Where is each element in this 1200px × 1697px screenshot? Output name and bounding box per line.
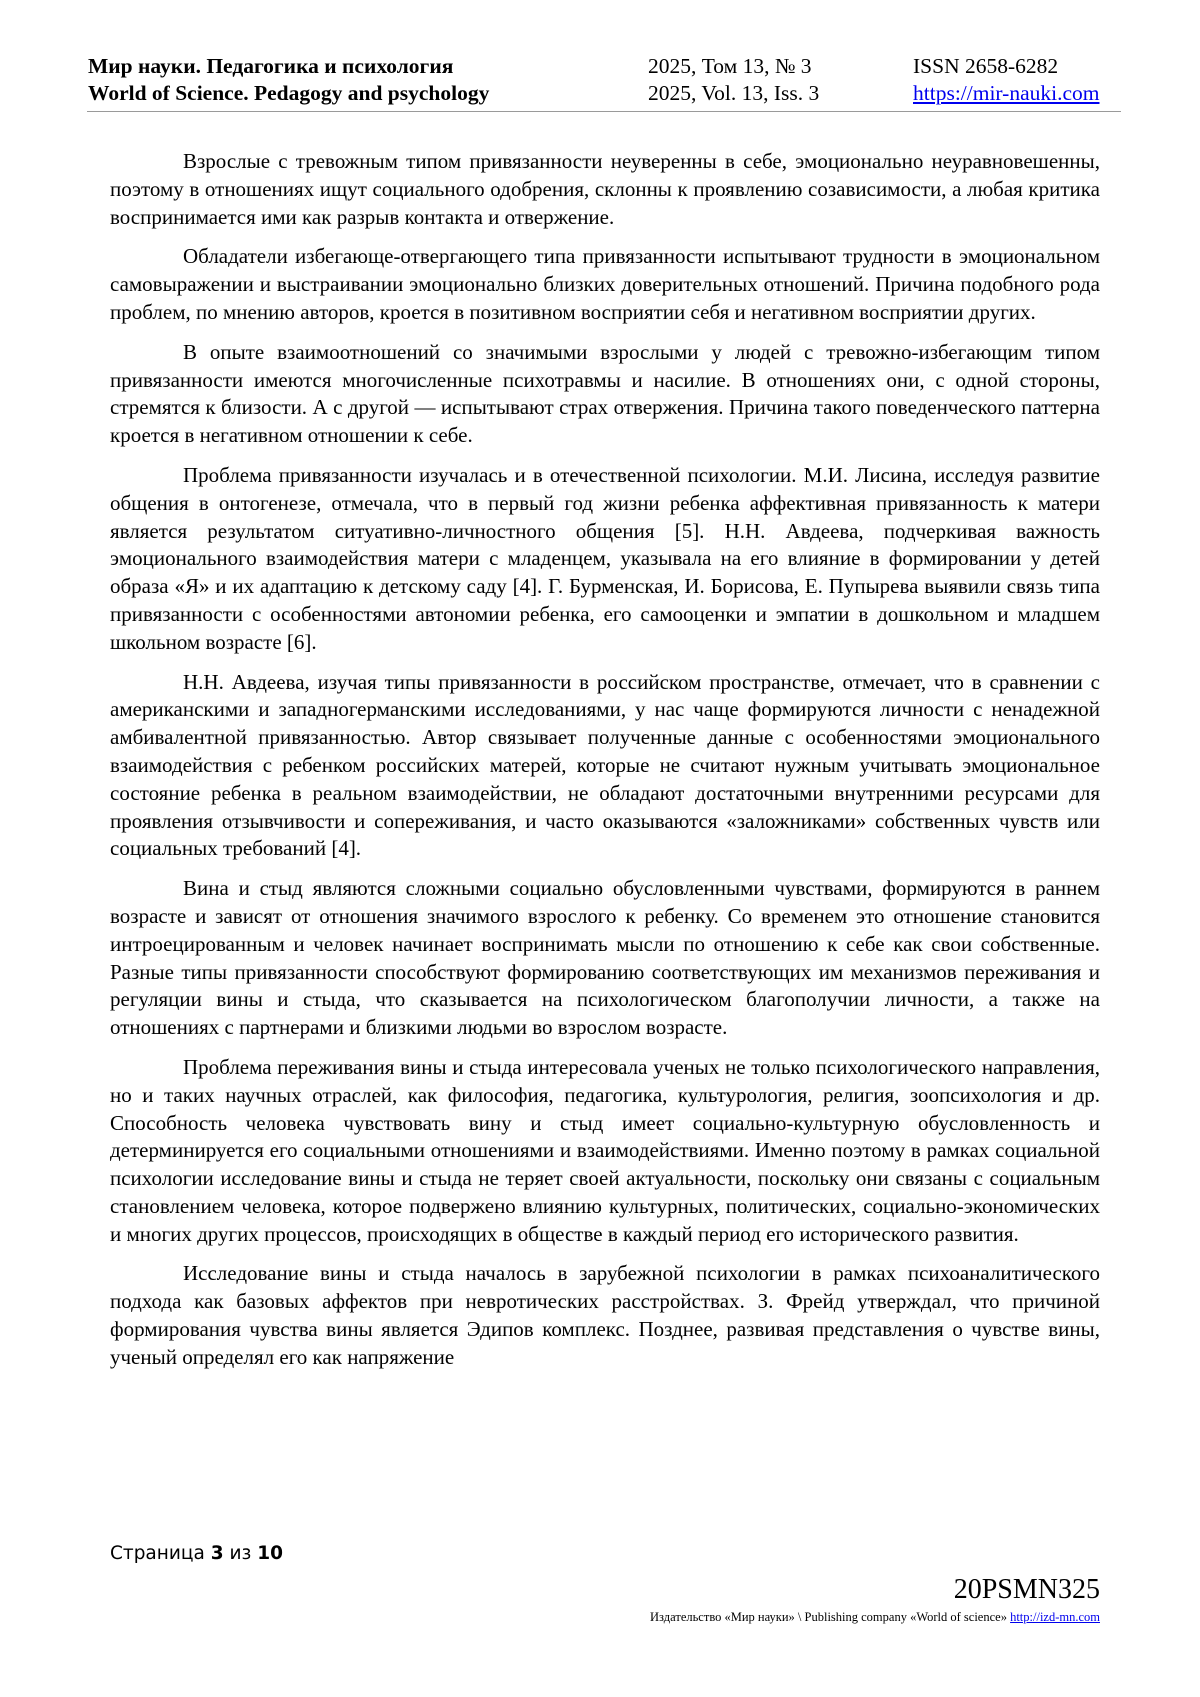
header-row-russian bbox=[88, 53, 1120, 80]
paragraph: Взрослые с тревожным типом привязанности неуверенны в себе, эмоционально неуравновешенны, поэтому в отношениях ищут социального одобрения, склонны к проявлению созависимости, а любая критика воспринимается ими как разрыв контакта и отвержение. bbox=[110, 149, 1100, 229]
article-code: 20PSMN325 bbox=[953, 1574, 1100, 1605]
paragraph: Проблема переживания вины и стыда интересовала ученых не только психологического направления, но и таких научных отраслей, как философия, педагогика, культурология, религия, зоопсихология и др. Способность человека чувствовать вину и стыд имеет социально-культурную обусловленность и детерминируется его социальными отношениями и взаимодействиями. Именно поэтому в рамках социальной психологии исследование вины и стыда не теряет своей актуальности, поскольку они связаны с социальным становлением человека, которое подвержено влиянию культурных, политических, социально-экономических и многих других процессов, происходящих в обществе в каждый период его исторического развития. bbox=[110, 1054, 1100, 1246]
paragraph: В опыте взаимоотношений со значимыми взрослыми у людей с тревожно-избегающим типом привязанности имеются многочисленные психотравмы и насилие. В отношениях они, с одной стороны, стремятся к близости. А с другой — испытывают страх отвержения. Причина такого поведенческого паттерна кроется в негативном отношении к себе. bbox=[110, 339, 1100, 448]
journal-title-ru: Мир науки. Педагогика и психология bbox=[88, 54, 454, 78]
article-body bbox=[110, 148, 1100, 1384]
page-number bbox=[110, 1543, 283, 1564]
publisher-line bbox=[650, 1610, 1100, 1625]
site-link[interactable]: https://mir-nauki.com bbox=[913, 81, 1100, 105]
paragraph: Н.Н. Авдеева, изучая типы привязанности в российском пространстве, отмечает, что в сравнении с американскими и западногерманскими исследованиями, у нас чаще формируются личности с ненадежной амбивалентной привязанностью. Автор связывает полученные данные с особенностями эмоционального взаимодействия с ребенком российских матерей, которые не считают нужным учитывать эмоциональное состояние ребенка в реальном взаимодействии, не обладают достаточными внутренними ресурсами для проявления отзывчивости и сопереживания, и часто оказываются «заложниками» собственных чувств или социальных требований [4]. bbox=[110, 669, 1100, 861]
page-of: из bbox=[229, 1543, 252, 1564]
header-row-english bbox=[88, 80, 1120, 107]
volume-ru: 2025, Том 13, № 3 bbox=[648, 54, 812, 78]
running-header bbox=[88, 53, 1120, 107]
paragraph: Обладатели избегающе-отвергающего типа привязанности испытывают трудности в эмоциональном самовыражении и выстраивании эмоционально близких доверительных отношений. Причина подобного рода проблем, по мнению авторов, кроется в позитивном восприятии себя и негативном восприятии других. bbox=[110, 244, 1100, 324]
issn: ISSN 2658-6282 bbox=[913, 54, 1059, 78]
volume-en: 2025, Vol. 13, Iss. 3 bbox=[648, 81, 820, 105]
page-word: Страница bbox=[110, 1543, 205, 1564]
page-total: 10 bbox=[257, 1543, 283, 1564]
paragraph: Вина и стыд являются сложными социально обусловленными чувствами, формируются в раннем возрасте и зависят от отношения значимого взрослого к ребенку. Со временем это отношение становится интроецированным и человек начинает воспринимать мысли по отношению к себе как свои собственные. Разные типы привязанности способствуют формированию соответствующих им механизмов переживания и регуляции вины и стыда, что сказывается на психологическом благополучии личности, а также на отношениях с партнерами и близкими людьми во взрослом возрасте. bbox=[110, 876, 1100, 1040]
journal-title-en: World of Science. Pedagogy and psychology bbox=[88, 81, 490, 105]
paragraph: Исследование вины и стыда началось в зарубежной психологии в рамках психоаналитического подхода как базовых аффектов при невротических расстройствах. З. Фрейд утверждал, что причиной формирования чувства вины является Эдипов комплекс. Позднее, развивая представления о чувстве вины, ученый определял его как напряжение bbox=[110, 1261, 1100, 1369]
publisher-link[interactable]: http://izd-mn.com bbox=[1010, 1610, 1100, 1624]
header-divider bbox=[87, 111, 1121, 112]
paragraph: Проблема привязанности изучалась и в отечественной психологии. М.И. Лисина, исследуя развитие общения в онтогенезе, отмечала, что в первый год жизни ребенка аффективная привязанность к матери является результатом ситуативно-личностного общения [5]. Н.Н. Авдеева, подчеркивая важность эмоционального взаимодействия матери с младенцем, указывала на его влияние в формировании у детей образа «Я» и их адаптацию к детскому саду [4]. Г. Бурменская, И. Борисова, Е. Пупырева выявили связь типа привязанности с особенностями автономии ребенка, его самооценки и эмпатии в дошкольном и младшем школьном возрасте [6]. bbox=[110, 462, 1100, 654]
publisher-text: Издательство «Мир науки» \ Publishing company «World of science» bbox=[650, 1610, 1007, 1624]
page-current: 3 bbox=[210, 1543, 224, 1564]
